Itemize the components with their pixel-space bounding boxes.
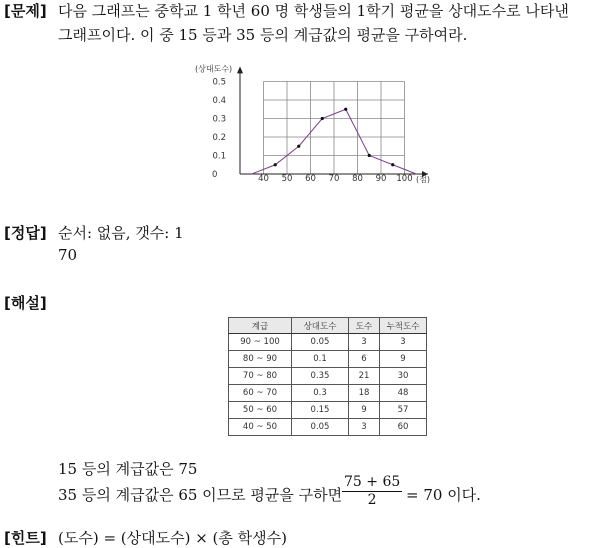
answer-text-line1: 순서: 없음, 갯수: 1 — [58, 224, 184, 242]
x-tick-label: 70 — [328, 174, 340, 184]
y-axis-title: (상대도수) — [195, 64, 233, 74]
data-point — [344, 108, 347, 111]
table-header-cell: 누적도수 — [380, 318, 427, 334]
table-row — [229, 385, 427, 402]
table-cell: 70 ~ 80 — [229, 368, 292, 385]
y-tick-label: 0.1 — [212, 151, 226, 162]
data-point — [297, 145, 300, 148]
x-tick-label: 40 — [258, 174, 269, 184]
data-point — [368, 154, 371, 157]
hint-text: (도수) = (상대도수) × (총 학생수) — [58, 529, 287, 547]
solution-text-line2: 35 등의 계급값은 65 이므로 평균을 구하면 — [58, 486, 343, 504]
y-tick-label: 0.2 — [212, 133, 226, 143]
y-tick-label: 0.5 — [212, 77, 226, 88]
table-row — [229, 368, 427, 385]
data-point — [391, 163, 394, 166]
table-cell: 18 — [349, 385, 380, 402]
frequency-table — [228, 317, 427, 436]
problem-tag: [문제] — [4, 2, 47, 20]
table-cell: 3 — [349, 334, 380, 351]
table-cell: 50 ~ 60 — [229, 402, 292, 419]
data-point — [274, 163, 277, 166]
x-axis-title: (점) — [416, 175, 430, 184]
data-point — [321, 117, 324, 120]
x-tick-label: 80 — [352, 174, 363, 184]
table-row — [229, 334, 427, 351]
table-cell: 3 — [380, 334, 427, 351]
x-tick-label: 60 — [305, 174, 316, 184]
solution-tag: [해설] — [4, 294, 47, 312]
table-cell: 60 — [380, 419, 427, 436]
answer-tag: [정답] — [4, 224, 47, 242]
x-tick-label: 90 — [375, 174, 387, 184]
table-cell: 21 — [349, 368, 380, 385]
table-cell: 9 — [349, 402, 380, 419]
table-header-cell: 계급 — [229, 318, 292, 334]
table-cell: 0.05 — [292, 419, 349, 436]
table-cell: 90 ~ 100 — [229, 334, 292, 351]
average-fraction — [342, 474, 402, 508]
table-cell: 57 — [380, 402, 427, 419]
table-row — [229, 351, 427, 368]
table-cell: 40 ~ 50 — [229, 419, 292, 436]
origin-label: 0 — [212, 170, 218, 180]
table-row — [229, 419, 427, 436]
table-cell: 48 — [380, 385, 427, 402]
problem-text-line1: 다음 그래프는 중학교 1 학년 60 명 학생들의 1학기 평균을 상대도수로 나타낸 — [58, 2, 569, 20]
hint-tag: [힌트] — [4, 529, 47, 547]
fraction-denominator: 2 — [367, 492, 377, 508]
table-cell: 0.35 — [292, 368, 349, 385]
table-header-cell: 상대도수 — [292, 318, 349, 334]
table-cell: 0.15 — [292, 402, 349, 419]
y-axis-arrow — [237, 66, 243, 73]
table-cell: 0.1 — [292, 351, 349, 368]
table-header-row — [229, 318, 427, 334]
x-tick-label: 100 — [396, 174, 413, 184]
solution-text-line1: 15 등의 계급값은 75 — [58, 460, 198, 478]
table-cell: 3 — [349, 419, 380, 436]
table-cell: 30 — [380, 368, 427, 385]
relative-frequency-graph — [185, 46, 460, 186]
table-header-cell: 도수 — [349, 318, 380, 334]
x-tick-label: 50 — [281, 174, 293, 184]
fraction-numerator: 75 + 65 — [344, 474, 401, 490]
table-cell: 0.3 — [292, 385, 349, 402]
table-cell: 6 — [349, 351, 380, 368]
table-row — [229, 402, 427, 419]
table-cell: 0.05 — [292, 334, 349, 351]
problem-text-line2: 그래프이다. 이 중 15 등과 35 등의 계급값의 평균을 구하여라. — [58, 26, 468, 44]
y-tick-label: 0.4 — [212, 96, 226, 106]
y-tick-label: 0.3 — [212, 114, 226, 125]
table-cell: 9 — [380, 351, 427, 368]
solution-text-line2-result: = 70 이다. — [406, 486, 481, 504]
table-cell: 60 ~ 70 — [229, 385, 292, 402]
table-cell: 80 ~ 90 — [229, 351, 292, 368]
answer-text-line2: 70 — [58, 246, 78, 264]
